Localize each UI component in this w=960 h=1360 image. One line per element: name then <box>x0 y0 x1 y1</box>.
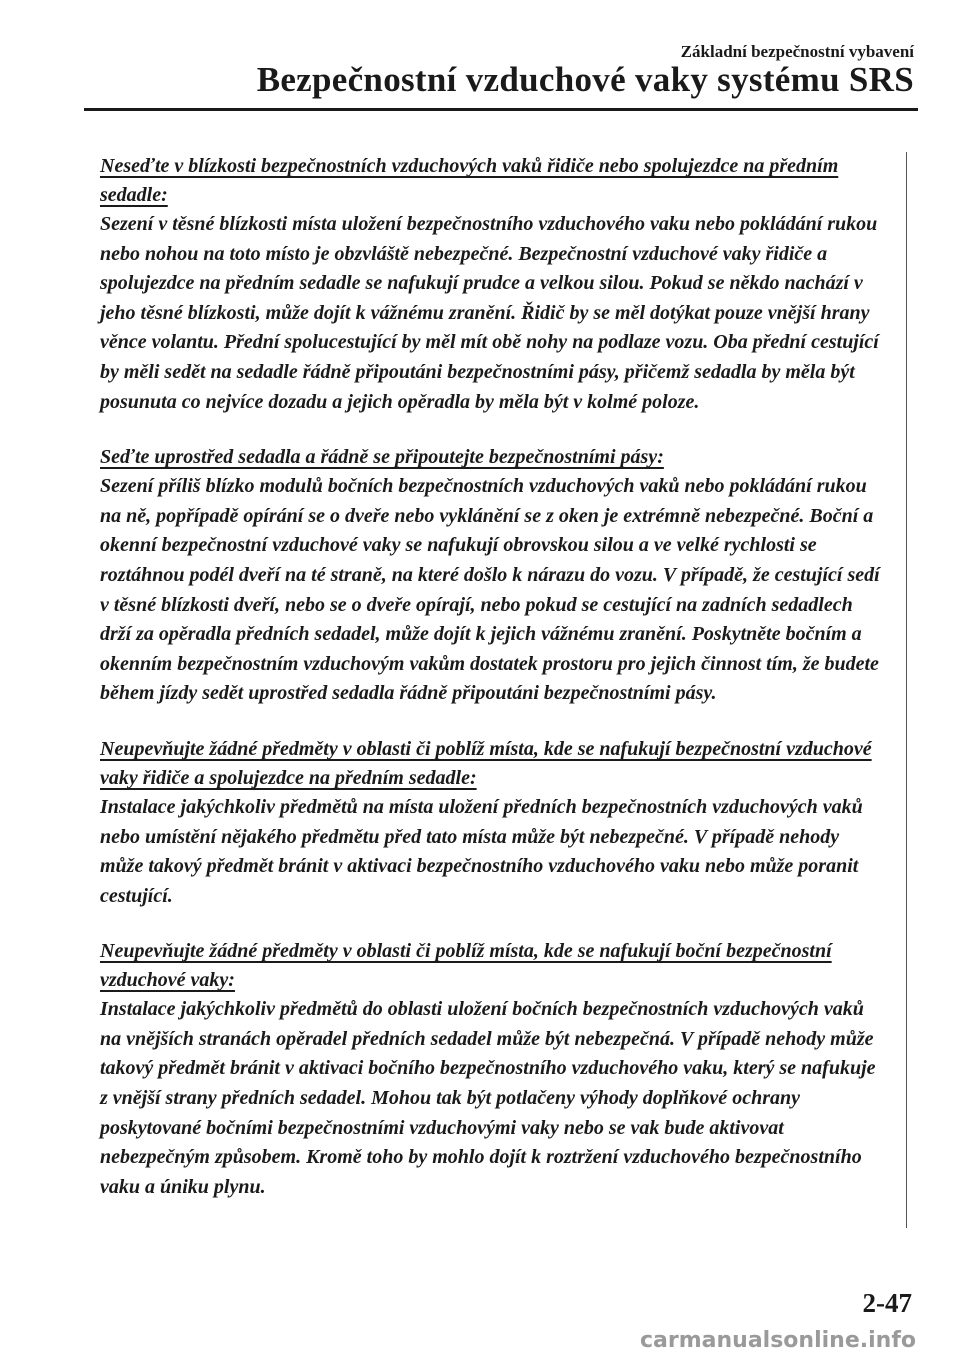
warning-block-airbag-proximity <box>100 152 906 417</box>
warning-heading: Neupevňujte žádné předměty v oblasti či poblíž místa, kde se nafukují bezpečnostní vzduchové vaky řidiče a spolujezdce na předním sedadle: <box>100 737 872 789</box>
warning-block-side-objects <box>100 937 906 1202</box>
warning-heading: Neseďte v blízkosti bezpečnostních vzduchových vaků řidiče nebo spolujezdce na předním sedadle: <box>100 155 839 206</box>
page-title: Bezpečnostní vzduchové vaky systému SRS <box>256 60 914 99</box>
header-rule <box>84 108 918 111</box>
warning-body: Sezení v těsné blízkosti místa uložení bezpečnostního vzduchového vaku nebo pokládání rukou nebo nohou na toto místo je obzvláště nebezpečné. Bezpečnostní vzduchové vaky řidiče a spolujezdce na předním sedadle se nafukují prudce a velkou silou. Pokud se někdo nachází v jeho těsné blízkosti, může dojít k vážnému zranění. Řidič by se měl dotýkat pouze vnější hrany věnce volantu. Přední spolucestující by měl mít obě nohy na podlaze vozu. Oba přední cestující by měli sedět na sedadle řádně připoutáni bezpečnostními pásy, přičemž sedadla by měla být posunuta co nejvíce dozadu a jejich opěradla by měla být v kolmé poloze. <box>100 213 879 413</box>
warning-heading: Neupevňujte žádné předměty v oblasti či poblíž místa, kde se nafukují boční bezpečnostní vzduchové vaky: <box>100 940 832 992</box>
warning-block-seat-position <box>100 443 906 709</box>
warning-content <box>100 152 907 1228</box>
warning-block-front-objects <box>100 735 906 911</box>
section-title: Základní bezpečnostní vybavení <box>680 42 914 61</box>
warning-body: Instalace jakýchkoliv předmětů do oblasti uložení bočních bezpečnostních vzduchových vaků na vnějších stranách opěradel předních sedadel může být nebezpečná. V případě nehody může takový předmět bránit v aktivaci bočního bezpečnostního vzduchového vaku, který se nafukuje z vnější strany předních sedadel. Mohou tak být potlačeny výhody doplňkové ochrany poskytované bočními bezpečnostními vzduchovými vaky nebo se vak bude aktivovat nebezpečným způsobem. Kromě toho by mohlo dojít k roztržení vzduchového bezpečnostního vaku a úniku plynu. <box>100 998 876 1198</box>
page-number: 2-47 <box>862 1288 912 1318</box>
watermark: carmanualsonline.info <box>640 1328 916 1353</box>
warning-heading: Seďte uprostřed sedadla a řádně se připoutejte bezpečnostními pásy: <box>100 446 664 469</box>
warning-body: Sezení příliš blízko modulů bočních bezpečnostních vzduchových vaků nebo pokládání rukou na ně, popřípadě opírání se o dveře nebo vyklánění se z oken je extrémně nebezpečné. Boční a okenní bezpečnostní vzduchové vaky se nafukují obrovskou silou a ve velké rychlosti se roztáhnou podél dveří na té straně, na které došlo k nárazu do vozu. V případě, že cestující sedí v těsné blízkosti dveří, nebo se o dveře opírají, nebo pokud se cestující na zadních sedadlech drží za opěradla předních sedadel, může dojít k jejich vážnému zranění. Poskytněte bočním a okenním bezpečnostním vzduchovým vakům dostatek prostoru pro jejich činnost tím, že budete během jízdy sedět uprostřed sedadla řádně připoutáni bezpečnostními pásy. <box>100 475 880 705</box>
warning-body: Instalace jakýchkoliv předmětů na místa uložení předních bezpečnostních vzduchových vaků nebo umístění nějakého předmětu před tato místa může být nebezpečné. V případě nehody může takový předmět bránit v aktivaci bezpečnostního vzduchového vaku nebo může poranit cestující. <box>100 795 863 907</box>
